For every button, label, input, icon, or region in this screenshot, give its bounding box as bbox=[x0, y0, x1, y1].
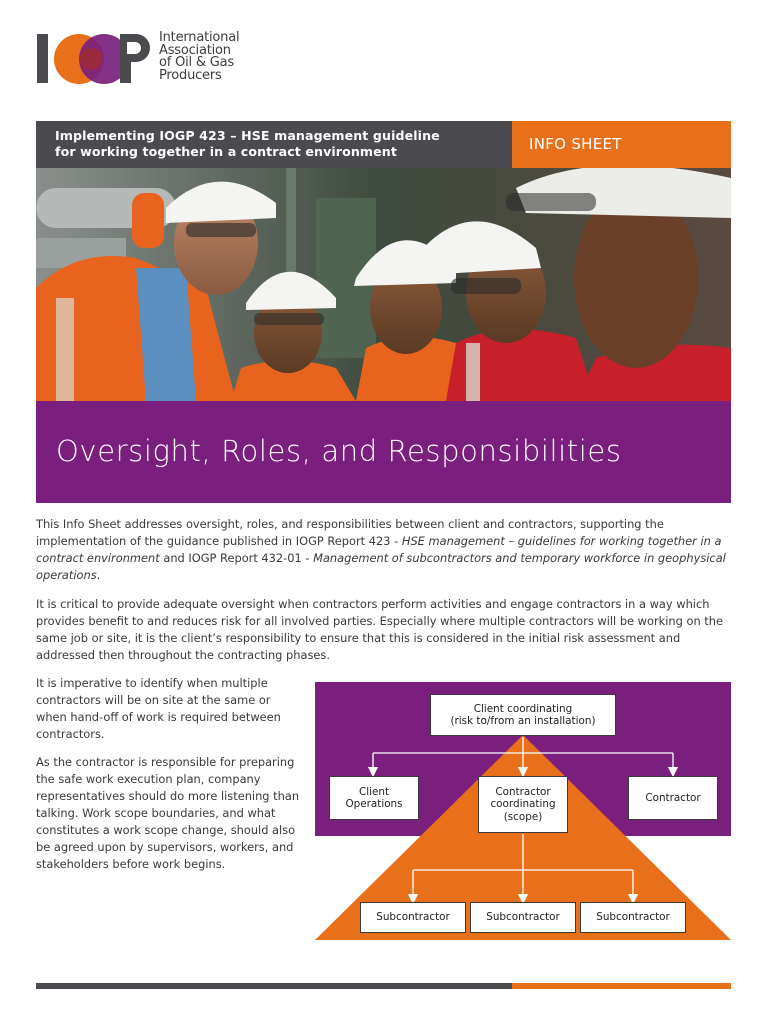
org-line-3: of Oil & Gas bbox=[159, 55, 234, 70]
oversight-paragraph: It is critical to provide adequate oversight when contractors perform activities and engage contractors in a way which provides benefit to and reduces risk for all involved parties. Especially where multiple contractors will be working on the same job or site, it is the client’s responsibility to ensure that this is considered in the initial risk assessment and addressed then throughout the contracting phases. bbox=[36, 597, 723, 662]
contractor-coordinating-line-1: Contractor bbox=[495, 785, 551, 798]
iogp-logo-icon bbox=[36, 33, 166, 87]
workers-photo-icon bbox=[36, 168, 731, 401]
client-coordinating-line-2: (risk to/from an installation) bbox=[450, 715, 596, 727]
document-title-line-2: for working together in a contract environment bbox=[55, 144, 397, 159]
intro-text-b: and IOGP Report 432-01 - bbox=[159, 551, 314, 565]
workers-photo bbox=[36, 168, 731, 401]
subcontractor-box-2 bbox=[470, 902, 576, 933]
org-line-1: International bbox=[159, 30, 240, 45]
identify-paragraph: It is imperative to identify when multiple contractors will be on site at the same or when hand-off of work is required between contractors. bbox=[36, 676, 281, 741]
intro-report-432-title: Management of subcontractors and temporary workforce in geophysical operations bbox=[36, 551, 726, 582]
subcontractor-label-3: Subcontractor bbox=[596, 911, 670, 924]
client-operations-box bbox=[329, 776, 419, 820]
contractor-responsibility-paragraph: As the contractor is responsible for preparing the safe work execution plan, company representatives should do more listening than talking. Work scope boundaries, and what constitutes a work scope change, should also be agreed upon by supervisors, workers, and stakeholders before work begins. bbox=[36, 755, 300, 871]
document-title bbox=[55, 128, 440, 160]
subcontractor-box-1 bbox=[360, 902, 466, 933]
page-title: Oversight, Roles, and Responsibilities bbox=[56, 434, 622, 468]
subcontractor-box-3 bbox=[580, 902, 686, 933]
title-band bbox=[36, 401, 731, 503]
org-name bbox=[159, 32, 239, 82]
intro-text-c: . bbox=[96, 568, 101, 582]
subcontractor-label-1: Subcontractor bbox=[376, 911, 450, 924]
client-coordinating-box bbox=[430, 694, 616, 736]
document-title-line-1: Implementing IOGP 423 – HSE management guideline bbox=[55, 128, 440, 143]
subcontractor-label-2: Subcontractor bbox=[486, 911, 560, 924]
intro-text-a: This Info Sheet addresses oversight, roles, and responsibilities between client and contractors, supporting the implementation of the guidance published in IOGP Report 423 - bbox=[36, 517, 664, 548]
org-line-4: Producers bbox=[159, 67, 222, 83]
info-sheet-badge bbox=[512, 121, 731, 168]
client-coordinating-line-1: Client coordinating bbox=[473, 702, 573, 715]
footer-bar-grey bbox=[36, 983, 512, 989]
info-sheet-label: INFO SHEET bbox=[529, 135, 622, 153]
document-title-bar bbox=[36, 121, 512, 168]
intro-report-423-title: HSE management – guidelines for working together in a contract environment bbox=[36, 534, 722, 565]
org-line-2: Association bbox=[159, 42, 231, 58]
contractor-label: Contractor bbox=[645, 791, 701, 804]
contractor-coordinating-box bbox=[478, 776, 568, 833]
footer-bar-orange bbox=[512, 983, 731, 989]
contractor-coordinating-line-2: coordinating bbox=[490, 798, 556, 811]
client-operations-line-2: Operations bbox=[345, 798, 403, 810]
intro-paragraph bbox=[36, 516, 726, 584]
roles-diagram bbox=[315, 682, 731, 940]
client-operations-line-1: Client bbox=[358, 785, 390, 798]
iogp-logo bbox=[36, 30, 276, 87]
contractor-coordinating-line-3: (scope) bbox=[503, 810, 543, 823]
contractor-box bbox=[628, 776, 718, 820]
